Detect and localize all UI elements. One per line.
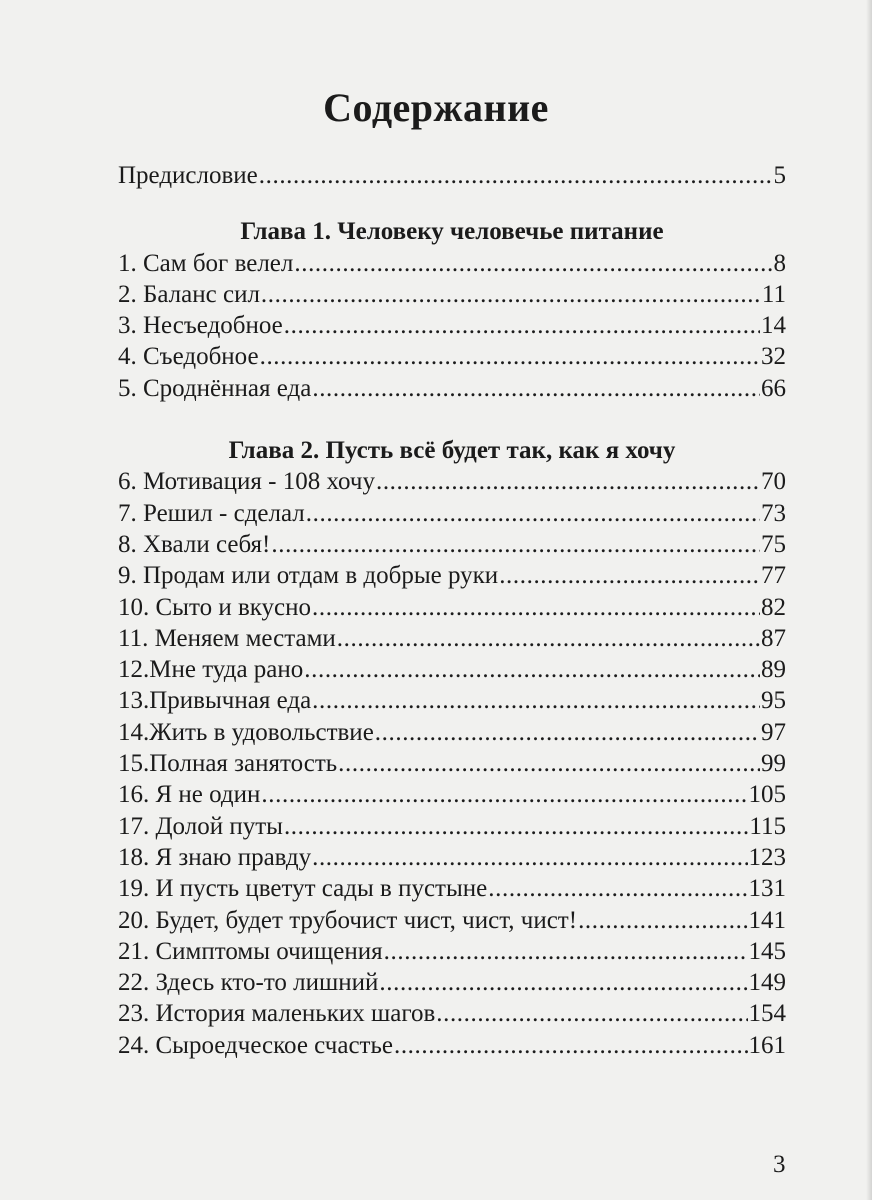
dot-leader bbox=[337, 623, 760, 654]
toc-entry-label: 6. Мотивация - 108 хочу bbox=[118, 468, 375, 496]
dot-leader bbox=[488, 873, 747, 904]
dot-leader bbox=[338, 748, 760, 779]
toc-entry-page: 149 bbox=[748, 969, 786, 997]
toc-entry-label: 1. Сам бог велел bbox=[118, 249, 294, 277]
toc-entry[interactable] bbox=[118, 529, 786, 560]
toc-entry-page: 32 bbox=[761, 343, 786, 371]
toc-entry-page: 66 bbox=[761, 374, 786, 402]
toc-entry-label: 12.Мне туда рано bbox=[118, 656, 304, 684]
toc-entry-label: 3. Несъедобное bbox=[118, 312, 283, 340]
toc-entry-page: 82 bbox=[761, 593, 786, 621]
dot-leader bbox=[379, 967, 747, 998]
toc-entry-label: 7. Решил - сделал bbox=[118, 499, 305, 527]
toc-entry-label: 8. Хвали себя! bbox=[118, 530, 271, 558]
toc-entry[interactable] bbox=[118, 310, 786, 341]
toc-entry-label: 10. Сыто и вкусно bbox=[118, 593, 312, 621]
toc-entry-page: 11 bbox=[761, 280, 786, 308]
toc-entry-page: 95 bbox=[761, 687, 786, 715]
toc-entry[interactable] bbox=[118, 717, 786, 748]
toc-entry-page: 123 bbox=[748, 843, 786, 871]
toc-entry-page: 75 bbox=[761, 530, 786, 558]
toc-entry-label: 17. Долой путы bbox=[118, 812, 283, 840]
dot-leader bbox=[312, 685, 760, 716]
toc-entry-page: 89 bbox=[761, 656, 786, 684]
dot-leader bbox=[284, 811, 748, 842]
toc-entry-label: 22. Здесь кто-то лишний bbox=[118, 969, 379, 997]
toc-entry-page: 8 bbox=[773, 249, 786, 277]
toc-entry-label: 14.Жить в удовольствие bbox=[118, 718, 374, 746]
toc-entry[interactable] bbox=[118, 248, 786, 279]
dot-leader bbox=[375, 717, 760, 748]
toc-entry[interactable] bbox=[118, 811, 786, 842]
toc-entry-label: 15.Полная занятость bbox=[118, 750, 338, 778]
toc-entry-label: 9. Продам или отдам в добрые руки bbox=[118, 562, 499, 590]
toc-entry-page: 115 bbox=[749, 812, 786, 840]
toc-entry-label: 11. Меняем местами bbox=[118, 624, 336, 652]
dot-leader bbox=[436, 998, 747, 1029]
toc-entry[interactable] bbox=[118, 873, 786, 904]
toc-entry-preface[interactable] bbox=[118, 160, 786, 191]
toc-entry-page: 14 bbox=[761, 312, 786, 340]
toc-entry-label: 24. Сыроедческое счастье bbox=[118, 1031, 393, 1059]
dot-leader bbox=[384, 936, 748, 967]
page-number: 3 bbox=[773, 1151, 786, 1178]
toc-entry[interactable] bbox=[118, 623, 786, 654]
dot-leader bbox=[499, 560, 760, 591]
toc-entry-page: 97 bbox=[761, 718, 786, 746]
dot-leader bbox=[260, 341, 760, 372]
toc-entry-page: 131 bbox=[748, 875, 786, 903]
toc-entry-label: 4. Съедобное bbox=[118, 343, 259, 371]
toc-entry-label: 19. И пусть цветут сады в пустыне bbox=[118, 875, 488, 903]
toc-entry-page: 161 bbox=[748, 1031, 786, 1059]
dot-leader bbox=[376, 466, 760, 497]
toc-entry-page: 5 bbox=[773, 162, 786, 189]
toc-entry-label: 18. Я знаю правду bbox=[118, 843, 312, 871]
toc-entry[interactable] bbox=[118, 748, 786, 779]
dot-leader bbox=[259, 160, 773, 191]
dot-leader bbox=[304, 654, 760, 685]
dot-leader bbox=[284, 310, 760, 341]
dot-leader bbox=[312, 842, 747, 873]
chapter-heading-2: Глава 2. Пусть всё будет так, как я хочу bbox=[228, 437, 676, 465]
toc-entry[interactable] bbox=[118, 560, 786, 591]
dot-leader bbox=[261, 779, 747, 810]
table-of-contents bbox=[118, 160, 786, 1061]
toc-entry[interactable] bbox=[118, 905, 786, 936]
toc-entry[interactable] bbox=[118, 466, 786, 497]
dot-leader bbox=[312, 592, 760, 623]
chapter-heading-1: Глава 1. Человеку человечье питание bbox=[240, 218, 664, 246]
toc-entry-page: 77 bbox=[761, 562, 786, 590]
dot-leader bbox=[294, 248, 772, 279]
page-title: Содержание bbox=[323, 85, 549, 130]
toc-entry-label: 16. Я не один bbox=[118, 781, 261, 809]
dot-leader bbox=[578, 905, 747, 936]
toc-entry-page: 145 bbox=[748, 937, 786, 965]
toc-entry-page: 99 bbox=[761, 750, 786, 778]
toc-entry[interactable] bbox=[118, 936, 786, 967]
dot-leader bbox=[261, 279, 761, 310]
page-edge-shadow bbox=[866, 0, 872, 1200]
toc-entry-label: Предисловие bbox=[118, 162, 258, 189]
toc-entry-page: 73 bbox=[761, 499, 786, 527]
dot-leader bbox=[271, 529, 760, 560]
toc-entry[interactable] bbox=[118, 998, 786, 1029]
toc-entry[interactable] bbox=[118, 779, 786, 810]
toc-entry-label: 20. Будет, будет трубочист чист, чист, чист! bbox=[118, 906, 578, 934]
toc-entry[interactable] bbox=[118, 685, 786, 716]
toc-entry-label: 21. Симптомы очищения bbox=[118, 937, 383, 965]
toc-entry-page: 141 bbox=[748, 906, 786, 934]
toc-entry-label: 13.Привычная еда bbox=[118, 687, 312, 715]
toc-entry-page: 70 bbox=[761, 468, 786, 496]
toc-entry[interactable] bbox=[118, 592, 786, 623]
dot-leader bbox=[312, 373, 760, 404]
toc-entry-page: 154 bbox=[748, 1000, 786, 1028]
toc-entry[interactable] bbox=[118, 842, 786, 873]
toc-entry[interactable] bbox=[118, 498, 786, 529]
toc-entry-page: 105 bbox=[748, 781, 786, 809]
toc-entry-page: 87 bbox=[761, 624, 786, 652]
toc-entry[interactable] bbox=[118, 967, 786, 998]
toc-entry-label: 23. История маленьких шагов bbox=[118, 1000, 436, 1028]
toc-entry-label: 2. Баланс сил bbox=[118, 280, 260, 308]
toc-entry[interactable] bbox=[118, 341, 786, 372]
dot-leader bbox=[306, 498, 760, 529]
toc-entry[interactable] bbox=[118, 279, 786, 310]
toc-entry-label: 5. Сроднённая еда bbox=[118, 374, 312, 402]
toc-entry[interactable] bbox=[118, 373, 786, 404]
dot-leader bbox=[394, 1030, 748, 1061]
toc-entry[interactable] bbox=[118, 1030, 786, 1061]
toc-entry[interactable] bbox=[118, 654, 786, 685]
